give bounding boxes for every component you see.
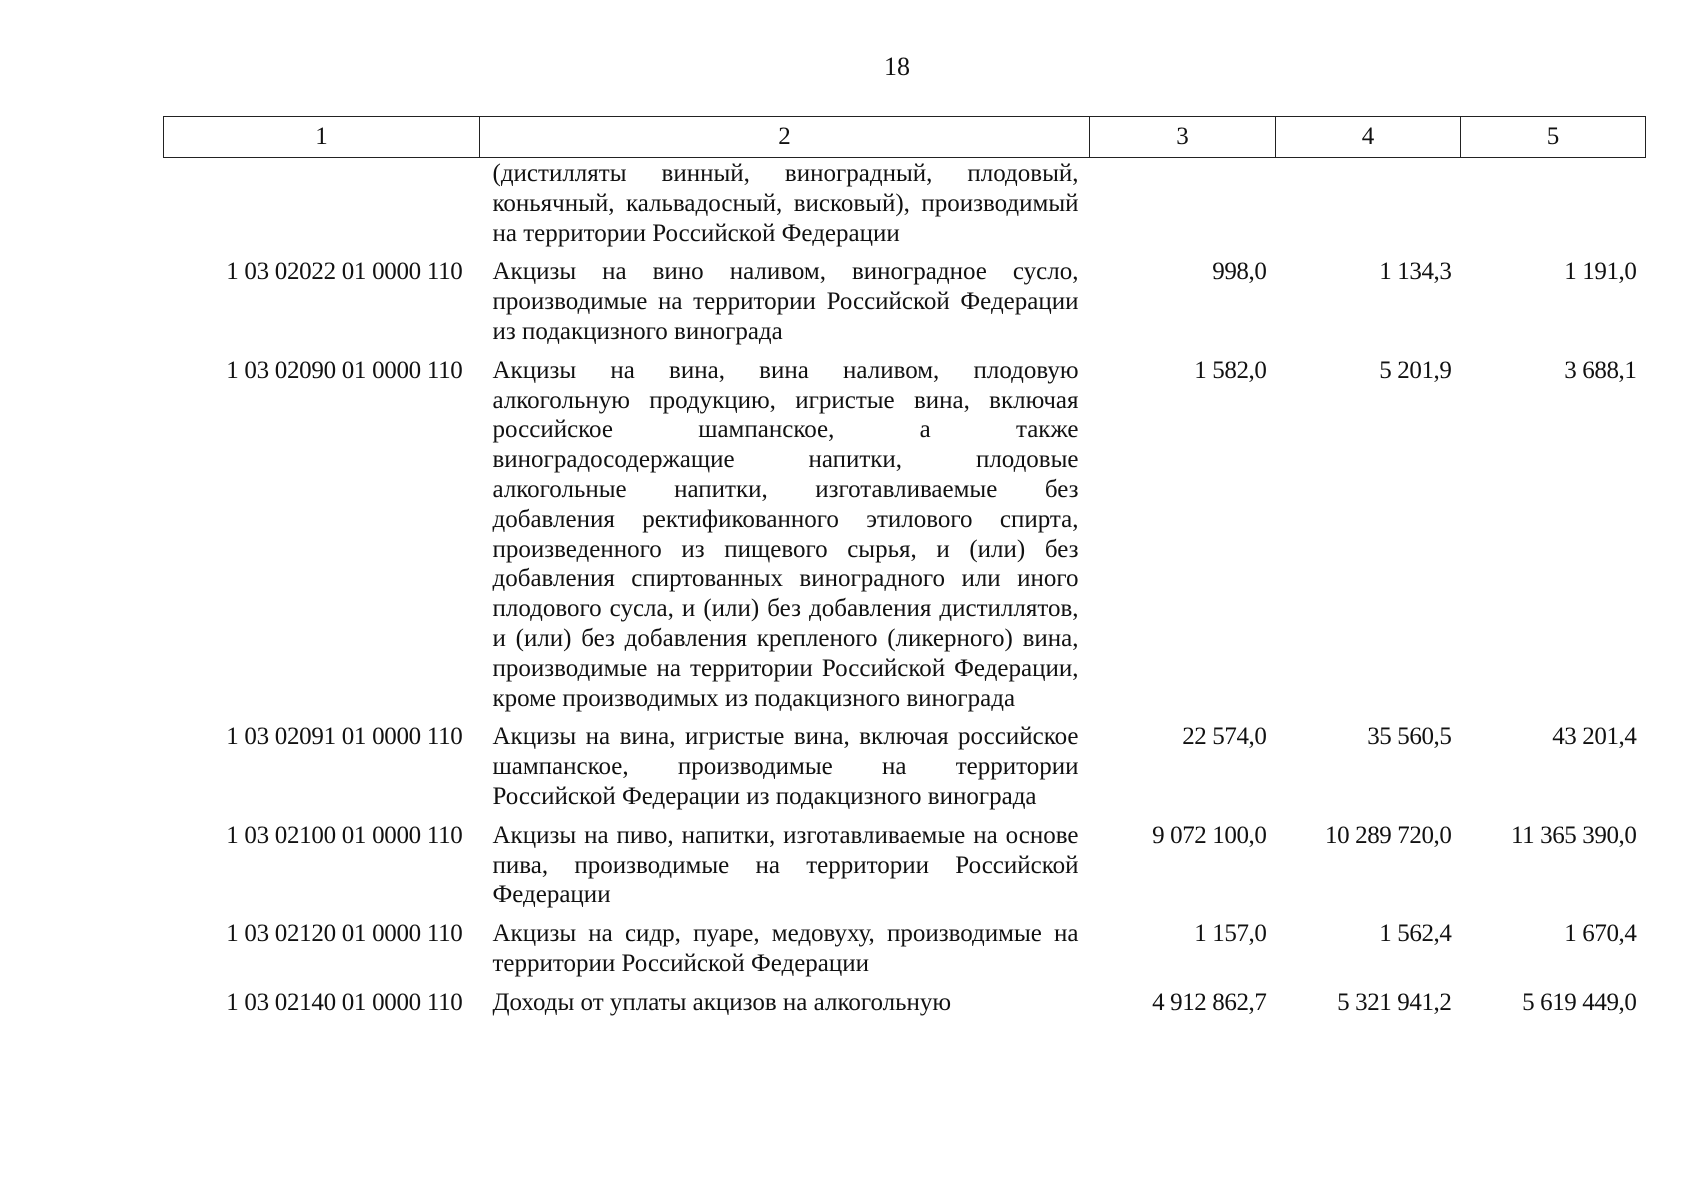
table-row: [164, 812, 1646, 910]
continuation-col5: [1461, 158, 1646, 249]
header-col-2: 2: [480, 117, 1090, 158]
continuation-description: (дистилляты винный, виноградный, плодовый, коньячный, кальвадосный, висковый), производимый на территории Российской Федерации: [492, 160, 1079, 247]
row-value-col3: 4 912 862,7: [1152, 988, 1267, 1016]
row-value-col3: 1 582,0: [1194, 356, 1267, 384]
row-description: Акцизы на вина, вина наливом, плодовую алкогольную продукцию, игристые вина, включая российское шампанское, а также виноградосодержащие напитки, плодовые алкогольные напитки, изготавливаемые без добавления ректификованного этилового спирта, произведенного из пищевого сырья, и (или) без добавления спиртованных виноградного или иного плодового сусла, и (или) без добавления дистиллятов, и (или) без добавления крепленого (ликерного) вина, производимые на территории Российской Федерации, кроме производимых из подакцизного винограда: [492, 356, 1079, 712]
row-value-col3: 998,0: [1212, 258, 1267, 286]
header-col-3: 3: [1090, 117, 1276, 158]
row-description: Доходы от уплаты акцизов на алкогольную: [492, 988, 952, 1016]
table-header: [164, 117, 1646, 158]
row-code: 1 03 02120 01 0000 110: [226, 920, 463, 948]
row-description: Акцизы на вина, игристые вина, включая российское шампанское, производимые на территории Российской Федерации из подакцизного винограда: [492, 723, 1079, 810]
row-value-col4: 1 134,3: [1379, 258, 1452, 286]
row-value-col4: 1 562,4: [1379, 920, 1452, 948]
row-value-col4: 35 560,5: [1367, 723, 1452, 751]
header-col-5: 5: [1461, 117, 1646, 158]
row-value-col4: 10 289 720,0: [1325, 821, 1452, 849]
row-code: 1 03 02022 01 0000 110: [226, 258, 463, 286]
page-number: 18: [884, 52, 910, 81]
table-row: [164, 713, 1646, 811]
row-description: Акцизы на сидр, пуаре, медовуху, производимые на территории Российской Федерации: [492, 920, 1079, 977]
row-value-col3: 1 157,0: [1194, 920, 1267, 948]
row-value-col5: 3 688,1: [1564, 356, 1637, 384]
table-row: [164, 347, 1646, 714]
row-value-col3: 9 072 100,0: [1152, 821, 1267, 849]
row-description: Акцизы на вино наливом, виноградное сусло, производимые на территории Российской Федерации из подакцизного винограда: [492, 258, 1079, 345]
table-body: [164, 158, 1646, 1018]
row-code: 1 03 02100 01 0000 110: [226, 821, 463, 849]
row-value-col5: 1 670,4: [1564, 920, 1637, 948]
row-value-col5: 1 191,0: [1564, 258, 1637, 286]
row-value-col5: 43 201,4: [1552, 723, 1637, 751]
row-description: Акцизы на пиво, напитки, изготавливаемые на основе пива, производимые на территории Российской Федерации: [492, 821, 1079, 909]
continuation-col4: [1276, 158, 1461, 249]
header-row: [164, 117, 1646, 158]
row-code: 1 03 02091 01 0000 110: [226, 723, 463, 751]
row-value-col5: 5 619 449,0: [1522, 988, 1637, 1016]
continuation-col3: [1090, 158, 1276, 249]
continuation-row: [164, 158, 1646, 249]
table-row: [164, 910, 1646, 979]
table-row: [164, 248, 1646, 346]
row-value-col4: 5 321 941,2: [1337, 988, 1452, 1016]
row-value-col3: 22 574,0: [1182, 723, 1267, 751]
row-code: 1 03 02090 01 0000 110: [226, 356, 463, 384]
table-row: [164, 979, 1646, 1018]
continuation-code-cell: [164, 158, 480, 249]
row-code: 1 03 02140 01 0000 110: [226, 988, 463, 1016]
row-value-col5: 11 365 390,0: [1510, 821, 1637, 849]
header-col-4: 4: [1276, 117, 1461, 158]
revenue-table: [163, 116, 1646, 1018]
header-col-1: 1: [164, 117, 480, 158]
row-value-col4: 5 201,9: [1379, 356, 1452, 384]
